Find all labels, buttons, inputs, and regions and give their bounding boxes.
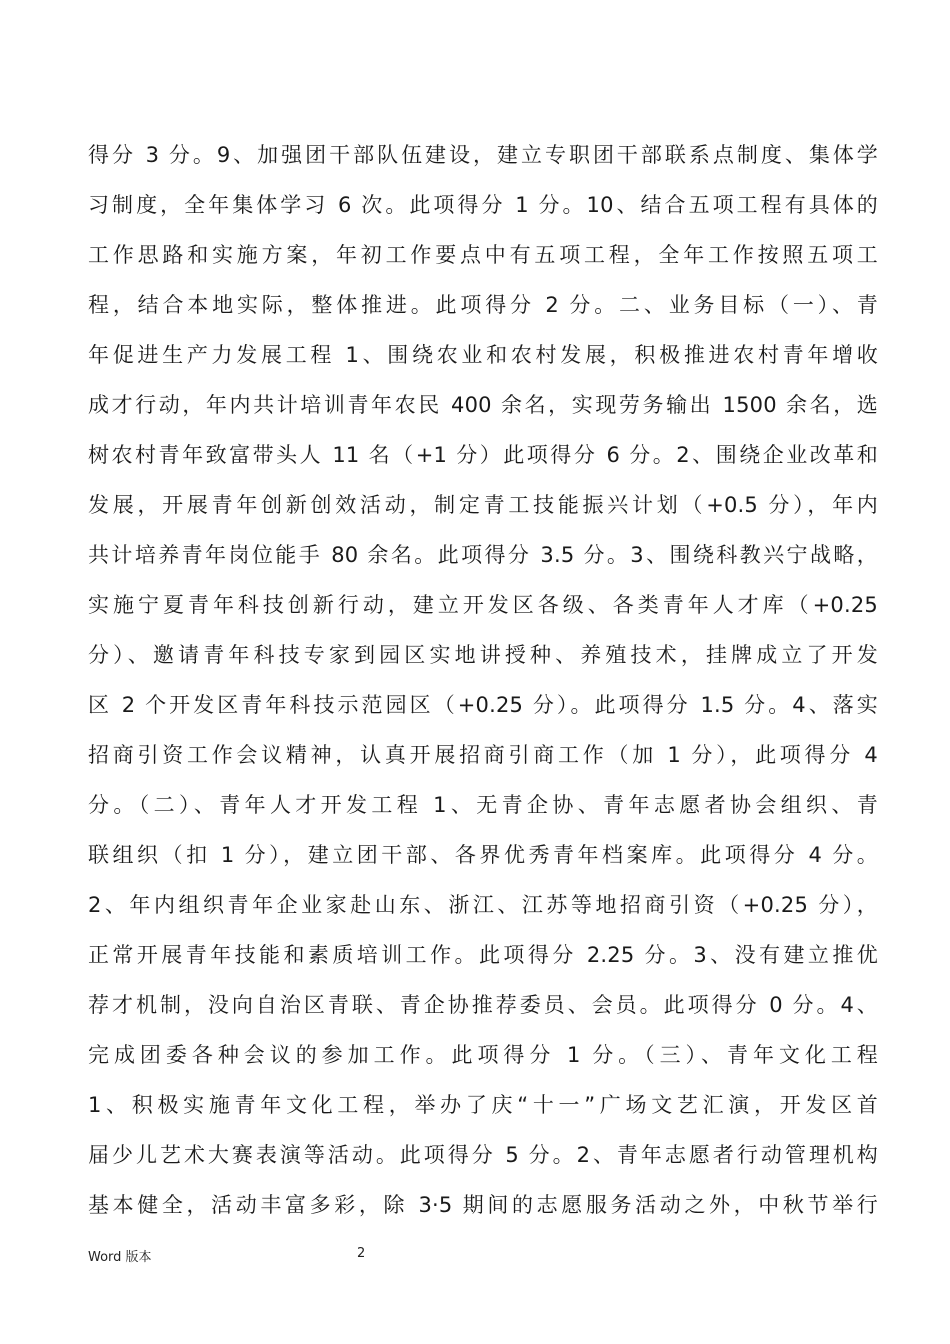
text-line: 区 2 个开发区青年科技示范园区（+0.25 分）。此项得分 1.5 分。4、落实	[88, 693, 878, 717]
text-line: 联组织（扣 1 分），建立团干部、各界优秀青年档案库。此项得分 4 分。	[88, 843, 878, 867]
text-line: 2、年内组织青年企业家赴山东、浙江、江苏等地招商引资（+0.25 分），	[88, 893, 878, 917]
text-line: 工作思路和实施方案，年初工作要点中有五项工程，全年工作按照五项工	[88, 243, 878, 267]
text-line: 届少儿艺术大赛表演等活动。此项得分 5 分。2、青年志愿者行动管理机构	[88, 1143, 878, 1167]
page-number: 2	[357, 1246, 366, 1261]
text-line: 成才行动，年内共计培训青年农民 400 余名，实现劳务输出 1500 余名，选	[88, 393, 878, 417]
text-line: 1、积极实施青年文化工程，举办了庆“十一”广场文艺汇演，开发区首	[88, 1093, 878, 1117]
text-line: 习制度，全年集体学习 6 次。此项得分 1 分。10、结合五项工程有具体的	[88, 193, 878, 217]
footer-label: Word 版本	[88, 1250, 152, 1265]
body-text	[88, 130, 878, 1230]
text-line: 基本健全，活动丰富多彩，除 3·5 期间的志愿服务活动之外，中秋节举行	[88, 1193, 878, 1217]
text-line: 荐才机制，没向自治区青联、青企协推荐委员、会员。此项得分 0 分。4、	[88, 993, 878, 1017]
text-line: 分。（二）、青年人才开发工程 1、无青企协、青年志愿者协会组织、青	[88, 793, 878, 817]
text-line: 分）、邀请青年科技专家到园区实地讲授种、养殖技术，挂牌成立了开发	[88, 643, 878, 667]
text-line: 实施宁夏青年科技创新行动，建立开发区各级、各类青年人才库（+0.25	[88, 593, 878, 617]
text-line: 完成团委各种会议的参加工作。此项得分 1 分。（三）、青年文化工程	[88, 1043, 878, 1067]
text-line: 程，结合本地实际，整体推进。此项得分 2 分。二、业务目标（一）、青	[88, 293, 878, 317]
text-line: 发展，开展青年创新创效活动，制定青工技能振兴计划（+0.5 分），年内	[88, 493, 878, 517]
text-line: 共计培养青年岗位能手 80 余名。此项得分 3.5 分。3、围绕科教兴宁战略，	[88, 543, 878, 567]
text-line: 招商引资工作会议精神，认真开展招商引商工作（加 1 分），此项得分 4	[88, 743, 878, 767]
text-line: 年促进生产力发展工程 1、围绕农业和农村发展，积极推进农村青年增收	[88, 343, 878, 367]
text-line: 树农村青年致富带头人 11 名（+1 分）此项得分 6 分。2、围绕企业改革和	[88, 443, 878, 467]
text-line: 得分 3 分。9、加强团干部队伍建设，建立专职团干部联系点制度、集体学	[88, 143, 878, 167]
text-line: 正常开展青年技能和素质培训工作。此项得分 2.25 分。3、没有建立推优	[88, 943, 878, 967]
